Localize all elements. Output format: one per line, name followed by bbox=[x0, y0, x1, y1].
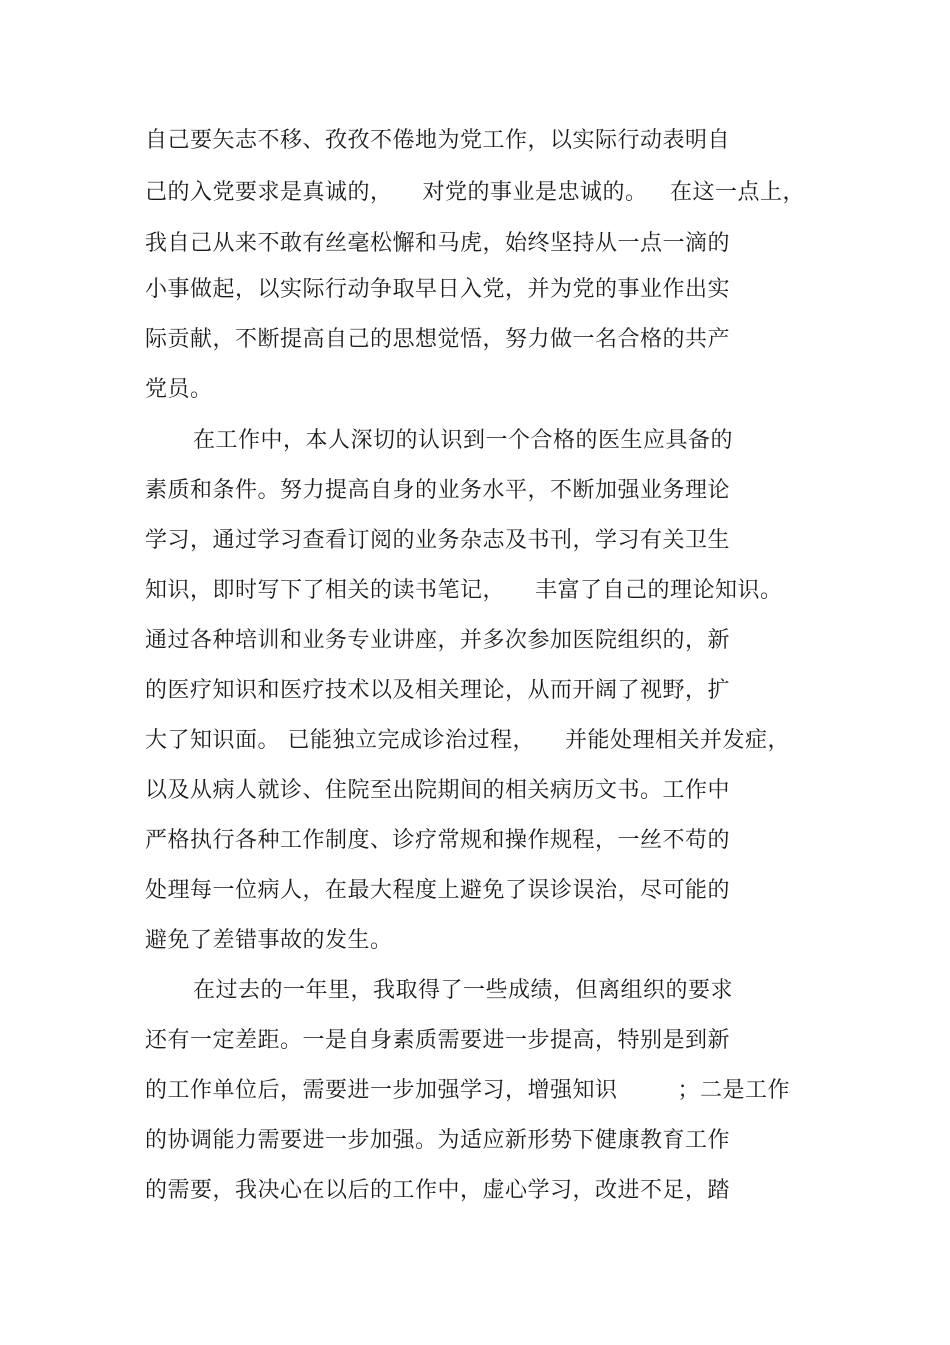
text-line: 严格执行各种工作制度、诊疗常规和操作规程，一丝不苟的 bbox=[145, 828, 731, 853]
text-line: 己的入党要求是真诚的， 对党的事业是忠诚的。 在这一点上， bbox=[145, 180, 805, 205]
text-line: 的协调能力需要进一步加强。为适应新形势下健康教育工作 bbox=[145, 1128, 731, 1153]
text-line: 我自己从来不敢有丝毫松懈和马虎，始终坚持从一点一滴的 bbox=[145, 231, 731, 256]
text-line: 通过各种培训和业务专业讲座，并多次参加医院组织的，新 bbox=[145, 628, 731, 653]
text-line: 党员。 bbox=[145, 377, 213, 402]
text-line: 小事做起，以实际行动争取早日入党，并为党的事业作出实 bbox=[145, 277, 731, 302]
text-line: 还有一定差距。一是自身素质需要进一步提高，特别是到新 bbox=[145, 1028, 731, 1053]
text-line: 的医疗知识和医疗技术以及相关理论，从而开阔了视野，扩 bbox=[145, 678, 731, 703]
text-line: 自己要矢志不移、孜孜不倦地为党工作，以实际行动表明自 bbox=[145, 128, 731, 153]
text-line: 学习，通过学习查看订阅的业务杂志及书刊，学习有关卫生 bbox=[145, 528, 731, 553]
text-line: 避免了差错事故的发生。 bbox=[145, 928, 393, 953]
paragraph-first-line: 在过去的一年里，我取得了一些成绩，但离组织的要求 bbox=[193, 978, 734, 1003]
text-line: 素质和条件。努力提高自身的业务水平，不断加强业务理论 bbox=[145, 478, 731, 503]
text-line: 知识，即时写下了相关的读书笔记， 丰富了自己的理论知识。 bbox=[145, 578, 783, 603]
text-line: 的需要，我决心在以后的工作中，虚心学习，改进不足，踏 bbox=[145, 1178, 731, 1203]
text-line: 处理每一位病人，在最大程度上避免了误诊误治，尽可能的 bbox=[145, 878, 731, 903]
text-line: 的工作单位后，需要进一步加强学习，增强知识 ；二是工作 bbox=[145, 1078, 790, 1103]
text-line: 大了知识面。 已能独立完成诊治过程， 并能处理相关并发症， bbox=[145, 728, 790, 753]
text-line: 以及从病人就诊、住院至出院期间的相关病历文书。工作中 bbox=[145, 778, 731, 803]
paragraph-first-line: 在工作中，本人深切的认识到一个合格的医生应具备的 bbox=[193, 428, 734, 453]
text-line: 际贡献，不断提高自己的思想觉悟，努力做一名合格的共产 bbox=[145, 327, 731, 352]
